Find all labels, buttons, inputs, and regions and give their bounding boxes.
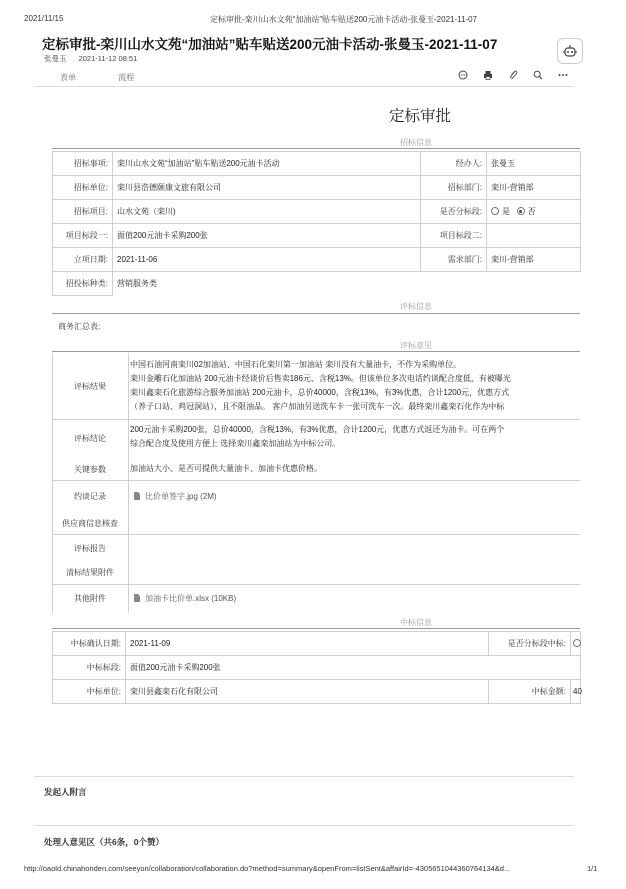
page-number: 1/1 xyxy=(587,864,598,873)
section-eval-opinion: 评标意见 xyxy=(400,341,432,350)
label: 是否分标段中标: xyxy=(489,632,571,656)
label: 经办人: xyxy=(421,152,487,176)
section-rule xyxy=(52,351,580,352)
segment-two xyxy=(487,224,581,248)
row-divider xyxy=(52,584,580,585)
row-divider xyxy=(52,480,580,481)
printer-icon xyxy=(483,70,493,80)
label: 招标事项: xyxy=(53,152,113,176)
key-params-label: 关键参数 xyxy=(74,465,106,474)
attachment-talk[interactable] xyxy=(134,491,217,502)
clear-result-label: 清标结果附件 xyxy=(66,568,114,577)
label: 中标金额: xyxy=(489,680,571,704)
radio-yes[interactable] xyxy=(491,207,499,215)
print-url: http://oaold.chinahonden.com/seeyon/collaboration/collaboration.do?method=summary&openFrom=listSent&affairId=-4305651044360764134&d... xyxy=(24,864,511,873)
win-segment: 面值200元油卡采购200张 xyxy=(126,656,581,680)
project-date: 2021-11-06 xyxy=(113,248,421,272)
bid-matter: 栾川山水文苑“加油站”贴车贴送200元油卡活动 xyxy=(113,152,421,176)
eval-conclusion-label: 评标结论 xyxy=(74,434,106,443)
other-attach-label: 其他附件 xyxy=(74,594,106,603)
opinions-heading: 处理人意见区（共6条，0个赞） xyxy=(44,837,164,847)
label: 需求部门: xyxy=(421,248,487,272)
label: 项目标段一: xyxy=(53,224,113,248)
print-date: 2021/11/15 xyxy=(24,14,64,23)
demand-dept: 栾川-营销部 xyxy=(487,248,581,272)
initiator-remark-heading: 发起人附言 xyxy=(44,787,87,797)
eval-result-text xyxy=(130,358,511,414)
assistant-button[interactable] xyxy=(557,38,583,64)
label: 招标部门: xyxy=(421,176,487,200)
section-win-info: 中标信息 xyxy=(400,618,432,627)
label: 招标项目: xyxy=(53,200,113,224)
eval-conclusion-text xyxy=(130,423,504,451)
label: 是否分标段: xyxy=(421,200,487,224)
meta-info xyxy=(44,53,147,64)
bid-dept: 栾川-营销部 xyxy=(487,176,581,200)
biz-summary-label: 商务汇总表: xyxy=(58,322,101,331)
paperclip-icon xyxy=(508,70,518,80)
tab-flow[interactable]: 流程 xyxy=(118,73,135,82)
section-rule xyxy=(52,313,580,314)
talk-record-label: 约谈记录 xyxy=(74,492,106,501)
page-title: 定标审批-栾川山水文苑“加油站”贴车贴送200元油卡活动-张曼玉-2021-11-07 xyxy=(42,37,498,52)
author: 张曼玉 xyxy=(44,54,67,63)
attachment-name: 比价单签字.jpg (2M) xyxy=(145,492,217,501)
divider xyxy=(34,825,574,826)
print-button[interactable] xyxy=(480,68,496,82)
attachment-name: 加油卡比价单.xlsx (10KB) xyxy=(145,594,237,603)
print-title: 定标审批-栾川山水文苑“加油站”贴车贴送200元油卡活动-张曼玉-2021-11-07 xyxy=(210,15,477,24)
segment-one: 面值200元油卡采购200张 xyxy=(113,224,421,248)
label: 立项日期: xyxy=(53,248,113,272)
search-button[interactable] xyxy=(530,68,546,82)
label: 招投标种类: xyxy=(53,272,113,296)
conclusion-line: 综合配合度及使用方便上 选择栾川鑫栾加油站为中标公司。 xyxy=(130,439,341,448)
column-divider xyxy=(128,353,129,613)
label: 中标单位: xyxy=(53,680,126,704)
result-line: （养子口站、鸡冠洞站），且不限油品。 客户加油另送洗车卡一张可洗车一次。最终栾川鑫栾石化作为中标 xyxy=(130,402,505,411)
split-radio-group xyxy=(487,200,581,224)
win-confirm-date: 2021-11-09 xyxy=(126,632,489,656)
eval-result-label: 评标结果 xyxy=(74,382,106,391)
header-divider xyxy=(34,86,574,87)
datetime: 2021-11-12 08:51 xyxy=(78,54,138,63)
label: 中标确认日期: xyxy=(53,632,126,656)
bid-project: 山水文苑（栾川) xyxy=(113,200,421,224)
eval-report-label: 评标报告 xyxy=(74,544,106,553)
more-button[interactable] xyxy=(555,68,571,82)
result-line: 中国石油河南栾川02加油站、中国石化栾川第一加油站 栾川没有大量油卡，不作为采购单位。 xyxy=(130,360,462,369)
radio-no[interactable] xyxy=(517,207,525,215)
file-icon xyxy=(134,492,140,500)
row-divider xyxy=(52,419,580,420)
search-icon xyxy=(533,70,543,80)
bid-type: 营销服务类 xyxy=(113,272,581,296)
toolbar xyxy=(455,68,571,82)
more-icon xyxy=(558,73,568,77)
bid-info-table xyxy=(52,151,581,296)
tab-bar xyxy=(60,72,174,83)
divider xyxy=(34,776,574,777)
tab-form[interactable]: 表单 xyxy=(60,73,76,82)
attachment-other[interactable] xyxy=(134,593,236,604)
conclusion-line: 200元油卡采购200张，总价40000，含税13%，有3%优惠，合计1200元，优惠方式返还为油卡。可在两个 xyxy=(130,425,505,434)
attach-button[interactable] xyxy=(505,68,521,82)
eval-opinion-block xyxy=(52,353,580,613)
label: 项目标段二: xyxy=(421,224,487,248)
comment-icon xyxy=(458,70,468,80)
robot-icon xyxy=(563,45,577,57)
win-unit: 栾川县鑫栾石化有限公司 xyxy=(126,680,489,704)
radio-win-split[interactable] xyxy=(573,639,581,647)
label: 中标标段: xyxy=(53,656,126,680)
section-rule xyxy=(52,148,580,149)
result-line: 栾川金雕石化加油站 200元油卡经谈价后售卖186元、含税13%。但该单位多次电话约谈配合度低，有被曝光 xyxy=(130,374,511,383)
row-divider xyxy=(52,534,580,535)
win-split-radio xyxy=(571,632,581,656)
file-icon xyxy=(134,594,140,602)
section-bid-info: 招标信息 xyxy=(400,138,432,147)
section-eval-info: 评标信息 xyxy=(400,302,432,311)
supplier-check-label: 供应商信息核查 xyxy=(62,519,118,528)
handler: 张曼玉 xyxy=(487,152,581,176)
comment-button[interactable] xyxy=(455,68,471,82)
result-line: 栾川鑫栾石化旅游综合服务加油站 200元油卡，总价40000，含税13%，有3%优惠，合计1200元，优惠方式 xyxy=(130,388,510,397)
win-amount: 40 xyxy=(571,680,581,704)
key-params: 加油站大小、是否可提供大量油卡、加油卡优惠价格。 xyxy=(130,464,322,473)
radio-no-label: 否 xyxy=(527,207,536,216)
form-title: 定标审批 xyxy=(389,108,452,125)
label: 招标单位: xyxy=(53,176,113,200)
radio-yes-label: 是 xyxy=(502,207,510,216)
section-rule xyxy=(52,628,580,629)
win-info-table xyxy=(52,631,581,704)
bid-unit: 栾川县浩德颐康文旅有限公司 xyxy=(113,176,421,200)
